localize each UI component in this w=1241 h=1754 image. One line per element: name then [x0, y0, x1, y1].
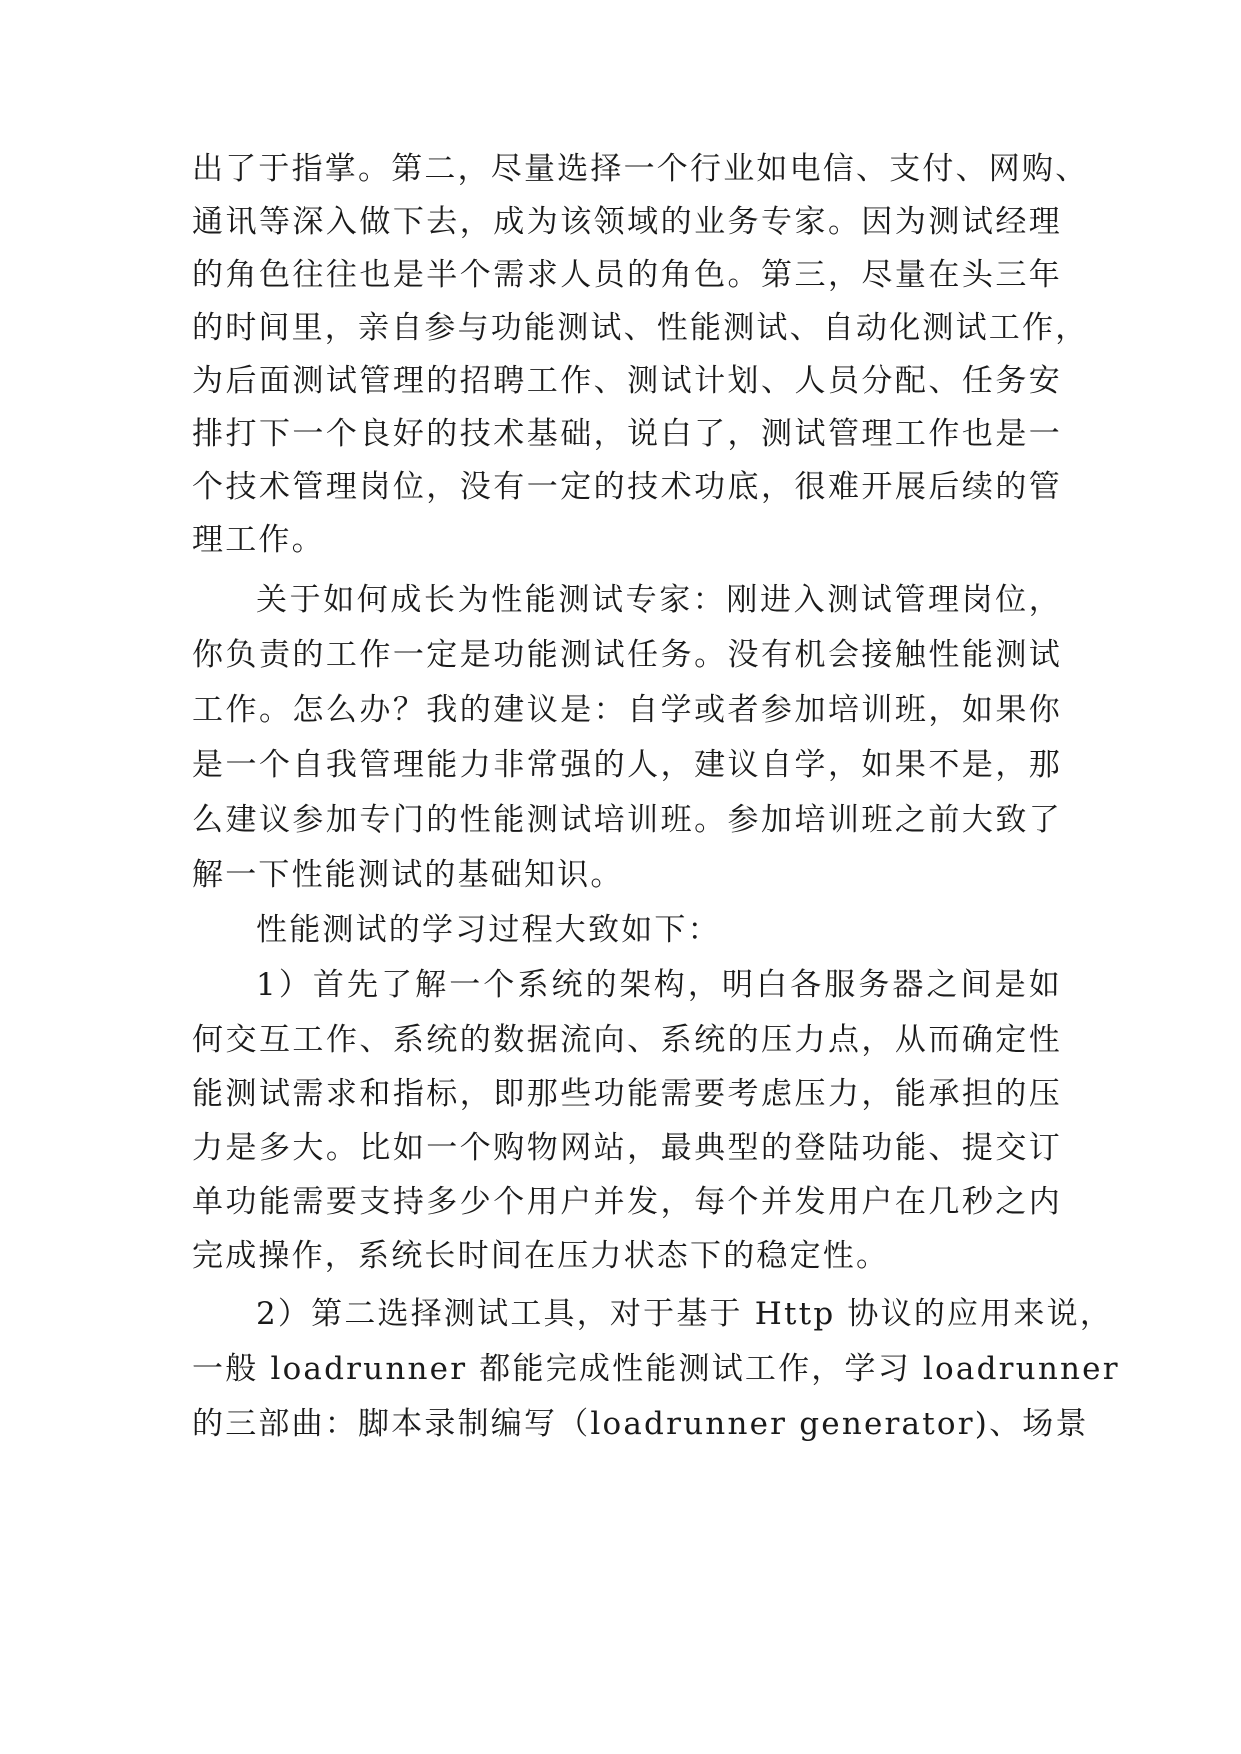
text-line: 你负责的工作一定是功能测试任务。没有机会接触性能测试 — [192, 637, 1062, 673]
text-line: 一般 loadrunner 都能完成性能测试工作，学习 loadrunner — [192, 1351, 1120, 1387]
text-line: 个技术管理岗位，没有一定的技术功底，很难开展后续的管 — [192, 469, 1062, 505]
text-line: 解一下性能测试的基础知识。 — [192, 857, 624, 893]
paragraph-first-line: 2）第二选择测试工具，对于基于 Http 协议的应用来说， — [256, 1296, 1114, 1332]
text-line: 为后面测试管理的招聘工作、测试计划、人员分配、任务安 — [192, 363, 1062, 399]
text-line: 何交互工作、系统的数据流向、系统的压力点，从而确定性 — [192, 1022, 1062, 1058]
text-line: 么建议参加专门的性能测试培训班。参加培训班之前大致了 — [192, 802, 1062, 838]
text-line: 是一个自我管理能力非常强的人，建议自学，如果不是，那 — [192, 747, 1062, 783]
text-line: 排打下一个良好的技术基础，说白了，测试管理工作也是一 — [192, 416, 1062, 452]
text-line: 出了于指掌。第二，尽量选择一个行业如电信、支付、网购、 — [192, 151, 1089, 187]
paragraph-first-line: 关于如何成长为性能测试专家：刚进入测试管理岗位， — [256, 582, 1062, 618]
paragraph-first-line: 1）首先了解一个系统的架构，明白各服务器之间是如 — [256, 967, 1062, 1003]
text-line: 单功能需要支持多少个用户并发，每个并发用户在几秒之内 — [192, 1184, 1062, 1220]
text-line: 力是多大。比如一个购物网站，最典型的登陆功能、提交订 — [192, 1130, 1062, 1166]
text-line: 完成操作，系统长时间在压力状态下的稳定性。 — [192, 1238, 890, 1274]
text-line: 工作。怎么办？我的建议是：自学或者参加培训班，如果你 — [192, 692, 1062, 728]
text-line: 的时间里，亲自参与功能测试、性能测试、自动化测试工作， — [192, 310, 1089, 346]
text-line: 的角色往往也是半个需求人员的角色。第三，尽量在头三年 — [192, 257, 1062, 293]
text-line: 的三部曲：脚本录制编写（loadrunner generator)、场景 — [192, 1406, 1089, 1442]
text-line: 理工作。 — [192, 522, 325, 558]
paragraph-first-line: 性能测试的学习过程大致如下： — [256, 912, 721, 948]
text-line: 通讯等深入做下去，成为该领域的业务专家。因为测试经理 — [192, 204, 1062, 240]
text-line: 能测试需求和指标，即那些功能需要考虑压力，能承担的压 — [192, 1076, 1062, 1112]
